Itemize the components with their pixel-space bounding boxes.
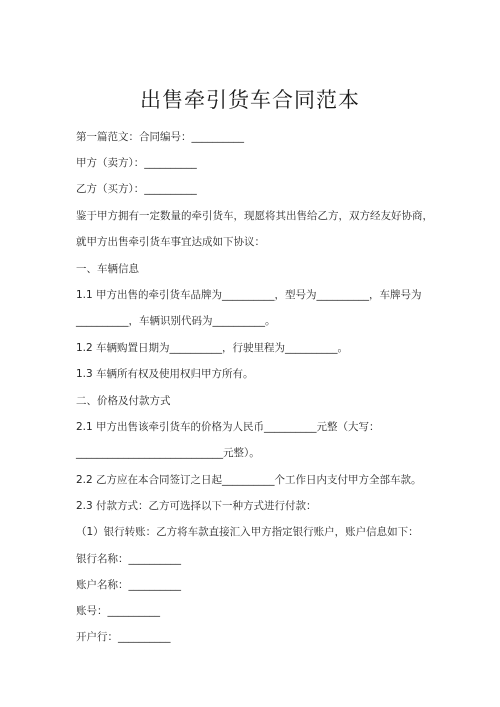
field-bank-name: 银行名称：__________: [76, 553, 181, 565]
field-opening-bank: 开户行：__________: [76, 631, 171, 643]
line-party-b: 乙方（买方）：__________: [76, 183, 197, 195]
clause-2-2: 2.2 乙方应在本合同签订之日起__________个工作日内支付甲方全部车款。: [76, 474, 422, 486]
field-account-number: 账号：__________: [76, 605, 160, 617]
clause-2-3: 2.3 付款方式：乙方可选择以下一种方式进行付款：: [76, 500, 317, 512]
clause-2-1: 2.1 甲方出售该牵引货车的价格为人民币__________元整（大写：: [76, 421, 380, 433]
clause-1-3: 1.3 车辆所有权及使用权归甲方所有。: [76, 368, 254, 380]
line-preamble-1: 鉴于甲方拥有一定数量的牵引货车，现愿将其出售给乙方，双方经友好协商，: [76, 210, 433, 222]
clause-1-1-cont: __________，车辆识别代码为__________。: [76, 315, 276, 327]
clause-1-2: 1.2 车辆购置日期为__________，行驶里程为__________。: [76, 342, 349, 354]
section-vehicle-info: 一、车辆信息: [76, 263, 139, 275]
line-contract-number: 第一篇范文：合同编号：__________: [76, 131, 244, 143]
document-title: 出售牵引货车合同范本: [140, 88, 360, 112]
field-account-name: 账户名称：__________: [76, 579, 181, 591]
line-party-a: 甲方（卖方）：__________: [76, 157, 197, 169]
clause-1-1: 1.1 甲方出售的牵引货车品牌为__________，型号为__________，车牌号为: [76, 289, 422, 301]
clause-bank-transfer: （1）银行转账：乙方将车款直接汇入甲方指定银行账户，账户信息如下：: [76, 526, 419, 538]
line-preamble-2: 就甲方出售牵引货车事宜达成如下协议：: [76, 236, 265, 248]
section-price-payment: 二、价格及付款方式: [76, 395, 171, 407]
clause-2-1-cont: ____________________________元整）。: [76, 447, 260, 459]
